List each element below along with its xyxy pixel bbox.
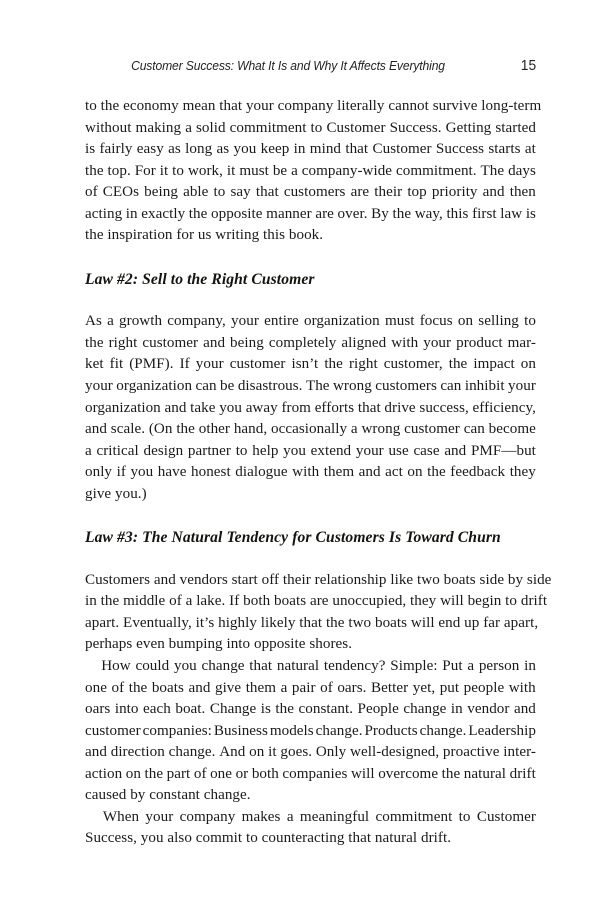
text-line: the right customer and being completely aligned with your product mar- <box>85 334 536 351</box>
text-line: As a growth company, your entire organization must focus on selling to <box>85 313 536 330</box>
text-line: When your company makes a meaningful commitment to Customer <box>102 808 536 825</box>
text-line: and direction change. And on it goes. Only well-designed, proactive inter- <box>85 744 536 761</box>
text-line: in the middle of a lake. If both boats are unoccupied, they will begin to drift <box>85 593 548 610</box>
page-text-block <box>85 96 552 850</box>
text-line: How could you change that natural tendency? Simple: Put a person in <box>101 658 536 675</box>
paragraph-closing <box>85 807 536 850</box>
text-line: a critical design partner to help you extend your use case and PMF—but <box>85 442 536 459</box>
text-line: Customers and vendors start off their relationship like two boats side by side <box>85 571 552 588</box>
text-line: only if you have honest dialogue with them and act on the feedback they <box>85 464 536 481</box>
text-line: and scale. (On the other hand, occasionally a wrong customer can become <box>85 421 536 438</box>
text-line: give you.) <box>85 485 147 502</box>
paragraph-continuation <box>85 96 542 247</box>
page-number: 15 <box>520 58 536 74</box>
heading-law-2: Law #2: Sell to the Right Customer <box>85 270 315 288</box>
text-line: acting in exactly the opposite manner are over. By the way, this first law is <box>85 205 536 222</box>
text-line: Success, you also commit to counteracting that natural drift. <box>85 830 452 847</box>
text-line: is fairly easy as long as you keep in mind that Customer Success starts at <box>85 141 536 158</box>
text-line: to the economy mean that your company literally cannot survive long-term <box>85 98 542 114</box>
text-line: customer companies: Business models change. Products change. Leadership <box>85 722 536 739</box>
text-line: of CEOs being able to say that customers are their top priority and then <box>85 184 536 201</box>
spacer <box>85 247 536 269</box>
text-line: caused by constant change. <box>85 787 251 804</box>
paragraph-law-3-body <box>85 570 552 656</box>
text-line: perhaps even bumping into opposite shores. <box>85 636 353 653</box>
text-line: apart. Eventually, it’s highly likely that the two boats will end up far apart, <box>85 614 539 631</box>
text-line: ket fit (PMF). If your customer isn’t the right customer, the impact on <box>85 356 536 373</box>
text-line: without making a solid commitment to Customer Success. Getting started <box>85 119 536 136</box>
text-line: the inspiration for us writing this book. <box>85 227 324 244</box>
text-line: your organization can be disastrous. The wrong customers can inhibit your <box>85 378 536 395</box>
heading-law-3: Law #3: The Natural Tendency for Customers Is Toward Churn <box>85 529 501 547</box>
spacer <box>85 290 536 311</box>
running-header <box>85 57 536 77</box>
paragraph-law-2-body <box>85 311 536 505</box>
spacer <box>85 549 536 570</box>
text-line: organization and take you away from efforts that drive success, efficiency, <box>85 399 536 416</box>
paragraph-oars <box>85 656 536 807</box>
text-line: oars into each boat. Change is the constant. People change in vendor and <box>85 701 536 718</box>
text-line: the top. For it to work, it must be a company-wide commitment. The days <box>85 162 536 179</box>
text-line: action on the part of one or both companies will overcome the natural drift <box>85 765 536 782</box>
text-line: one of the boats and give them a pair of oars. Better yet, put people with <box>85 679 536 696</box>
spacer <box>85 505 536 527</box>
running-header-title: Customer Success: What It Is and Why It Affects Everything <box>131 58 445 73</box>
